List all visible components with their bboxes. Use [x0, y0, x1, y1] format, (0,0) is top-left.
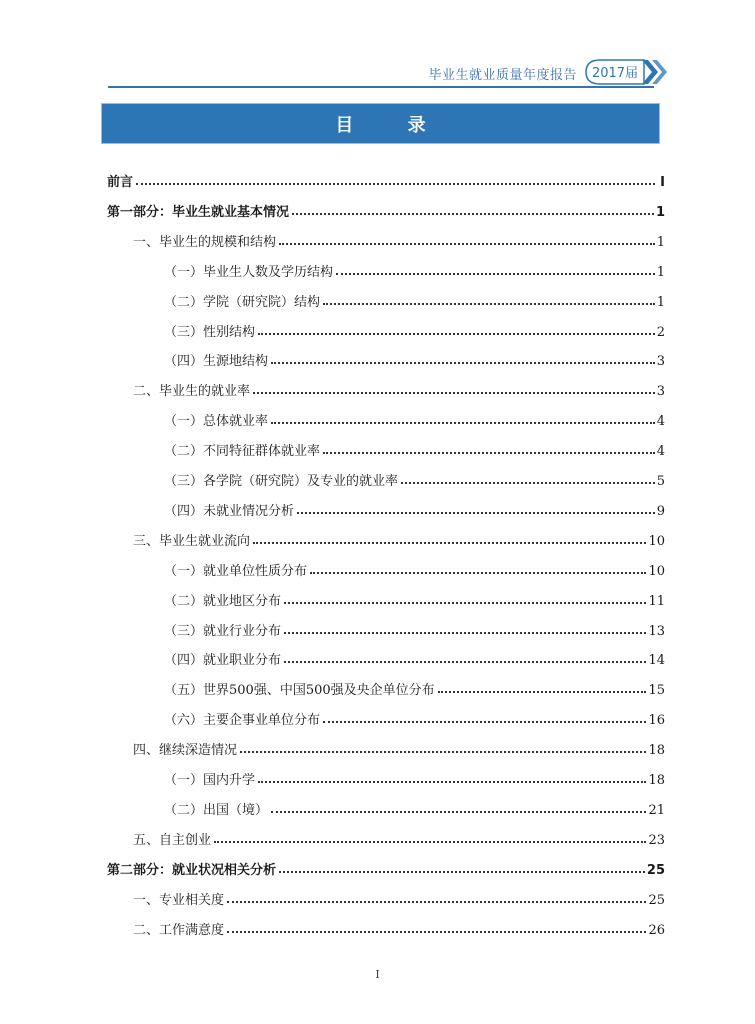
toc-entry-page: 1 [656, 234, 665, 250]
toc-entry-page: 1 [655, 204, 665, 220]
toc-leader-dots [258, 333, 655, 335]
toc-entry[interactable] [107, 168, 665, 190]
toc-entry-label: （一）毕业生人数及学历结构 [164, 264, 334, 280]
toc-leader-dots [271, 811, 646, 813]
toc-entry[interactable] [107, 437, 665, 459]
toc-entry[interactable] [107, 288, 665, 310]
toc-leader-dots [253, 392, 655, 394]
toc-entry[interactable] [107, 736, 665, 758]
toc-entry-label: 第二部分：就业状况相关分析 [107, 862, 277, 878]
toc-entry-label: （一）就业单位性质分布 [164, 563, 308, 579]
toc-leader-dots [310, 572, 646, 574]
toc-leader-dots [438, 691, 647, 693]
toc-leader-dots [401, 482, 655, 484]
toc-leader-dots [279, 243, 655, 245]
year-badge [582, 58, 668, 86]
toc-leader-dots [323, 721, 646, 723]
toc-leader-dots [336, 273, 655, 275]
toc-banner [101, 103, 660, 144]
toc-entry-label: （四）生源地结构 [164, 354, 269, 370]
toc-leader-dots [323, 303, 655, 305]
toc-entry-label: （二）就业地区分布 [164, 593, 282, 609]
toc-entry-page: 25 [648, 892, 665, 908]
toc-entry-label: （三）各学院（研究院）及专业的就业率 [164, 474, 399, 489]
toc-leader-dots [258, 781, 646, 783]
toc-entry-label: （六）主要企事业单位分布 [164, 713, 321, 729]
toc-entry-page: 2 [656, 324, 665, 340]
toc-entry-page: 10 [648, 563, 665, 579]
toc-entry-page: 21 [648, 802, 665, 818]
toc-entry[interactable] [107, 228, 665, 250]
toc-banner-title: 目 录 [335, 114, 450, 136]
toc-entry-page: 18 [648, 773, 665, 788]
toc-entry-page: 13 [648, 623, 665, 639]
toc-entry-label: （三）就业行业分布 [164, 623, 282, 639]
toc-entry-label: （一）国内升学 [164, 773, 256, 788]
toc-entry[interactable] [107, 646, 665, 668]
toc-entry-page: 1 [656, 294, 665, 310]
toc-entry[interactable] [107, 856, 665, 878]
toc-entry-page: 4 [656, 444, 665, 460]
toc-entry[interactable] [107, 706, 665, 728]
toc-entry[interactable] [107, 916, 665, 938]
toc-entry[interactable] [107, 557, 665, 579]
toc-entry-page: 3 [656, 384, 665, 400]
toc-leader-dots [227, 931, 646, 933]
toc-entry[interactable] [107, 826, 665, 848]
footer-page-number: I [375, 968, 380, 981]
toc-entry[interactable] [107, 527, 665, 549]
header-rule [108, 86, 654, 88]
toc-entry[interactable] [107, 766, 665, 788]
toc-entry-label: （一）总体就业率 [164, 414, 269, 430]
toc-entry-page: 3 [656, 354, 665, 370]
toc-leader-dots [297, 512, 655, 514]
toc-entry-label: （五）世界500强、中国500强及央企单位分布 [164, 683, 435, 699]
toc-entry[interactable] [107, 258, 665, 280]
toc-entry-page: 25 [646, 862, 665, 878]
toc-entry[interactable] [107, 198, 665, 220]
toc-leader-dots [271, 422, 655, 424]
toc-entry-label: 三、毕业生就业流向 [133, 533, 251, 549]
toc-entry-label: 五、自主创业 [133, 832, 212, 848]
toc-leader-dots [284, 602, 646, 604]
toc-leader-dots [279, 871, 645, 873]
toc-entry[interactable] [107, 886, 665, 908]
toc-leader-dots [240, 751, 646, 753]
toc-leader-dots [323, 452, 655, 454]
toc-entry-page: 15 [648, 683, 665, 699]
toc-entry[interactable] [107, 676, 665, 698]
toc-entry-page: 5 [656, 474, 665, 489]
toc-entry[interactable] [107, 467, 665, 489]
toc-entry-label: （四）就业职业分布 [164, 653, 282, 669]
toc-entry-page: 26 [648, 922, 665, 938]
toc-entry-page: 4 [656, 414, 665, 430]
toc-entry[interactable] [107, 497, 665, 519]
toc-entry[interactable] [107, 347, 665, 369]
toc-entry-label: 前言 [107, 175, 134, 190]
toc-entry-label: （二）不同特征群体就业率 [164, 444, 321, 460]
toc-entry-label: （三）性别结构 [164, 324, 256, 340]
header-title: 毕业生就业质量年度报告 [428, 68, 577, 83]
toc-entry-page: 1 [656, 264, 665, 280]
toc-entry-page: 16 [648, 713, 665, 729]
toc-entry[interactable] [107, 377, 665, 399]
toc-leader-dots [284, 661, 646, 663]
toc-entry-label: 二、毕业生的就业率 [133, 384, 251, 400]
toc-entry-page: 14 [648, 653, 665, 669]
toc-leader-dots [292, 213, 654, 215]
toc-leader-dots [136, 183, 655, 185]
toc-entry-page: 9 [656, 503, 665, 519]
year-badge-text: 2017届 [591, 66, 639, 81]
toc-entry[interactable] [107, 617, 665, 639]
toc-leader-dots [214, 841, 646, 843]
toc-entry[interactable] [107, 796, 665, 818]
toc-leader-dots [253, 542, 646, 544]
toc-entry-label: 一、毕业生的规模和结构 [133, 234, 277, 250]
toc-entry[interactable] [107, 318, 665, 340]
toc-entry-label: 二、工作满意度 [133, 922, 225, 938]
toc-leader-dots [271, 362, 655, 364]
toc-entry-label: 一、专业相关度 [133, 892, 225, 908]
toc-leader-dots [227, 901, 646, 903]
toc-entry[interactable] [107, 407, 665, 429]
toc-entry-label: （四）未就业情况分析 [164, 503, 295, 519]
toc-entry-page: 11 [648, 593, 665, 609]
toc-entry-label: 四、继续深造情况 [133, 743, 238, 759]
toc-entry[interactable] [107, 587, 665, 609]
toc-leader-dots [284, 632, 646, 634]
toc-entry-page: 10 [648, 533, 665, 549]
toc-entry-page: 18 [648, 743, 665, 759]
toc-entry-page: 23 [648, 832, 665, 848]
toc-entry-label: （二）出国（境） [164, 802, 269, 818]
toc-entry-label: （二）学院（研究院）结构 [164, 294, 321, 310]
toc-entry-page: I [660, 175, 665, 190]
toc-entry-label: 第一部分：毕业生就业基本情况 [107, 204, 290, 220]
